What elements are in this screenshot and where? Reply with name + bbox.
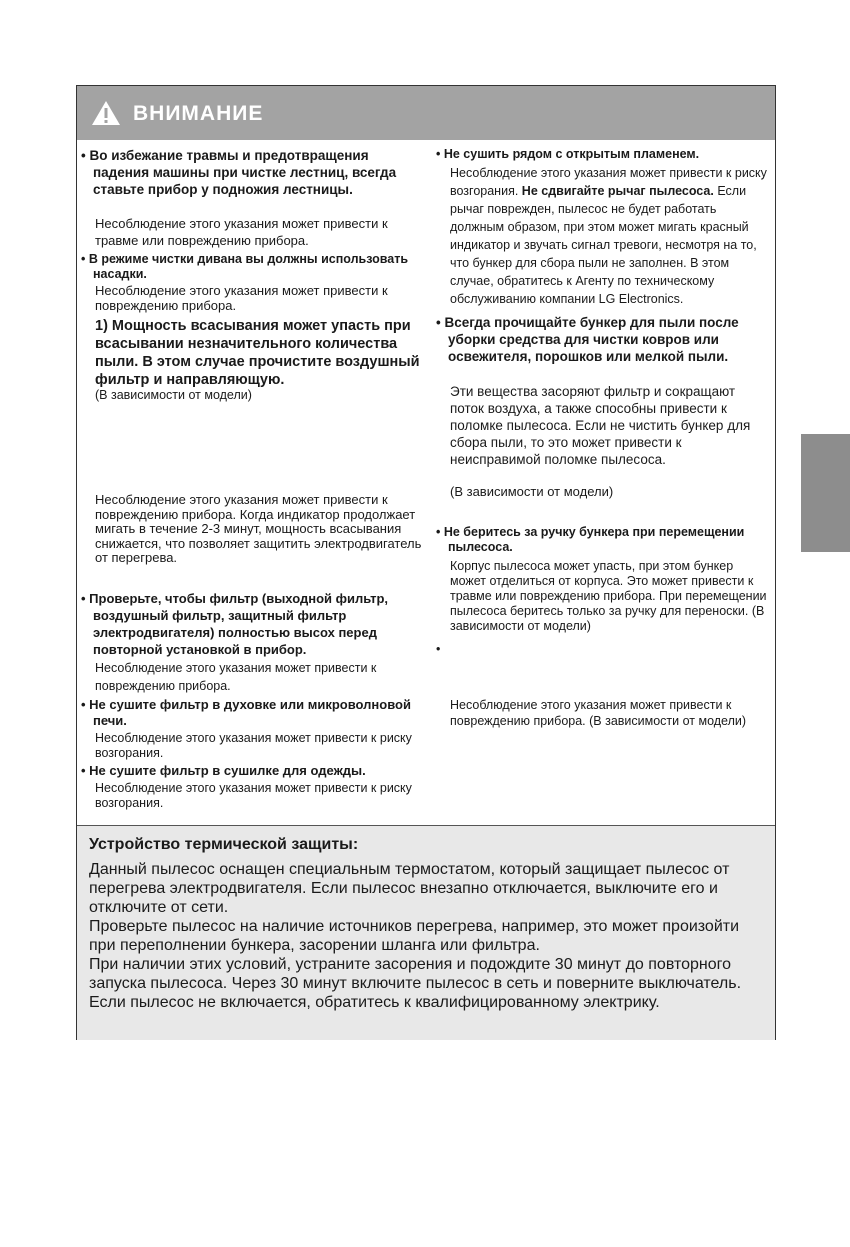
left-b6-title: • Не сушите фильтр в духовке или микроволновой печи. xyxy=(81,697,411,728)
left-bullet-5 xyxy=(81,590,423,658)
right-b2-title: • Всегда прочищайте бункер для пыли после уборки средства для чистки ковров или освежителя, порошков или мелкой пыли. xyxy=(436,315,739,364)
right-b1-text xyxy=(436,164,772,308)
warning-title: ВНИМАНИЕ xyxy=(133,102,264,125)
left-b1-text: Несоблюдение этого указания может привести к травме или повреждению прибора. xyxy=(95,216,388,248)
left-b2-text: Несоблюдение этого указания может привести к повреждению прибора. xyxy=(95,283,388,313)
left-b5-text: Несоблюдение этого указания может привести к повреждению прибора. xyxy=(95,661,377,693)
thermal-paragraph-2: Проверьте пылесос на наличие источников перегрева, например, это может произойти при переполнении бункера, засорении шланга или фильтра. xyxy=(89,918,740,954)
left-b2-title: • В режиме чистки дивана вы должны использовать насадки. xyxy=(81,252,409,281)
right-bullet-2 xyxy=(436,314,772,365)
thermal-paragraph-1: Данный пылесос оснащен специальным термостатом, который защищает пылесос от перегрева электродвигателя. Если пылесос внезапно отключается, выключите его и отключите от сети. xyxy=(89,861,730,916)
left-b7-text: Несоблюдение этого указания может привести к риску возгорания. xyxy=(95,781,412,810)
left-bullet-2 xyxy=(81,252,423,282)
warning-icon xyxy=(91,100,121,126)
left-b4-text: Несоблюдение этого указания может привести к повреждению прибора. Когда индикатор продолжает мигать в течение 2-3 минут, мощность всасывания снижается, что позволяет защитить электродвигатель от перегрева. xyxy=(95,492,422,565)
warning-frame xyxy=(76,85,776,1040)
right-b1-text1: Несоблюдение этого указания может привести к риску возгорания. xyxy=(450,166,767,198)
right-b3-title: • Не беритесь за ручку бункера при перемещении пылесоса. xyxy=(436,525,745,554)
left-bullet-7 xyxy=(81,763,366,778)
left-b1-title: • Во избежание травмы и предотвращения падения машины при чистке лестниц, всегда ставьте прибор у подножия лестницы. xyxy=(81,148,397,197)
left-b5-title: • Проверьте, чтобы фильтр (выходной фильтр, воздушный фильтр, защитный фильтр электродвигателя) полностью высох перед повторной установкой в прибор. xyxy=(81,591,389,657)
left-b6-text: Несоблюдение этого указания может привести к риску возгорания. xyxy=(95,731,412,760)
left-bullet-1 xyxy=(81,147,411,198)
right-b4-text: Несоблюдение этого указания может привести к повреждению прибора. (В зависимости от модели) xyxy=(450,698,747,728)
left-bullet-6 xyxy=(81,697,423,729)
thermal-title: Устройство термической защиты: xyxy=(89,836,359,853)
left-b7-title: • Не сушите фильтр в сушилке для одежды. xyxy=(81,763,366,778)
thermal-paragraph-3: При наличии этих условий, устраните засорения и подождите 30 минут до повторного запуска пылесоса. Через 30 минут включите пылесос в сеть и поверните выключатель. xyxy=(89,956,742,992)
right-bullet-3 xyxy=(436,525,772,555)
thermal-paragraph-4: Если пылесос не включается, обратитесь к квалифицированному электрику. xyxy=(89,994,660,1011)
right-b1-title: • Не сушить рядом с открытым пламенем. xyxy=(436,147,700,161)
left-b3-title: 1) Мощность всасывания может упасть при всасывании незначительного количества пыли. В этом случае прочистите воздушный фильтр и направляющую. xyxy=(95,318,420,388)
right-bullet-1 xyxy=(436,147,699,162)
right-b2-text: Эти вещества засоряют фильтр и сокращают поток воздуха, а также способны привести к поломке пылесоса. Если не чистить бункер для сбора пыли, то это может привести к неисправимой поломке пылесоса. xyxy=(450,384,751,467)
thermal-protection-box xyxy=(77,825,775,1040)
right-bullet-4: • xyxy=(436,642,441,656)
warning-header xyxy=(77,86,775,140)
left-b3-note: (В зависимости от модели) xyxy=(95,388,252,402)
right-b1-text3: Если рычаг поврежден, пылесос не будет работать должным образом, при этом может мигать красный индикатор и звучать сигнал тревоги, несмотря на то, что бункер для сбора пыли не заполнен. В этом случае, обратитесь к Агенту по техническому обслуживанию компании LG Electronics. xyxy=(450,184,757,306)
right-b2-note: (В зависимости от модели) xyxy=(450,484,614,499)
right-b3-text: Корпус пылесоса может упасть, при этом бункер может отделиться от корпуса. Это может привести к травме или повреждению прибора. При перемещении пылесоса беритесь только за ручку для переноски. (В зависимости от модели) xyxy=(450,559,767,633)
section-tab xyxy=(801,434,850,552)
right-b1-text2: Не сдвигайте рычаг пылесоса. xyxy=(521,184,714,198)
